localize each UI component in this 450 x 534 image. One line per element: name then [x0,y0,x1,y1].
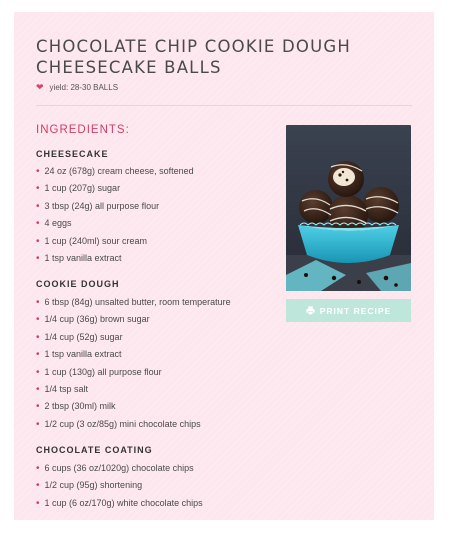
recipe-yield [36,82,118,93]
bullet-icon: • [36,418,40,430]
bullet-icon: • [36,297,40,308]
ingredient-item: • 3 tbsp (24g) all purpose flour [36,200,160,212]
ingredient-item: • 1/4 cup (36g) brown sugar [36,314,150,326]
section-heading-chocolate-coating: CHOCOLATE COATING [36,445,153,455]
recipe-card [14,12,434,520]
bullet-icon: • [36,401,40,413]
ingredient-item: • 1/4 tsp salt [36,383,89,395]
recipe-title [36,36,416,78]
ingredient-item: • 1/2 cup (95g) shortening [36,480,143,492]
ingredient-item: • 1 tsp vanilla extract [36,252,122,264]
ingredient-list-cookie-dough [36,294,231,433]
bullet-icon: • [36,183,40,195]
bullet-icon: • [36,349,40,361]
bullet-icon: • [36,200,40,212]
bullet-icon: • [36,218,40,230]
ingredient-item: • 1/2 cup (3 oz/85g) mini chocolate chips [36,418,201,430]
bullet-icon: • [36,252,40,264]
divider [36,105,412,106]
ingredient-item: • 4 eggs [36,218,72,230]
ingredient-item: • 6 tbsp (84g) unsalted butter, room temperature [36,297,231,308]
ingredient-item: • 2 tbsp (30ml) milk [36,401,116,413]
bullet-icon: • [36,463,40,474]
yield-text: yield: 28-30 BALLS [49,83,119,92]
bullet-icon: • [36,314,40,326]
ingredient-list-cheesecake [36,163,194,267]
recipe-title-line-2: CHEESECAKE BALLS [36,58,222,77]
bullet-icon: • [36,480,40,492]
ingredient-item: • 24 oz (678g) cream cheese, softened [36,166,194,177]
ingredient-item: • 1 tsp vanilla extract [36,349,122,361]
section-heading-cheesecake: CHEESECAKE [36,149,109,159]
bullet-icon: • [36,166,40,177]
print-recipe-button[interactable] [286,299,411,322]
ingredient-item: • 1 cup (130g) all purpose flour [36,366,162,378]
print-recipe-label: PRINT RECIPE [319,305,392,316]
bullet-icon: • [36,497,40,509]
bullet-icon: • [36,383,40,395]
printer-icon [306,306,315,315]
ingredient-item: • 1 cup (207g) sugar [36,183,121,195]
bullet-icon: • [36,366,40,378]
bullet-icon: • [36,331,40,343]
ingredient-item: • 1 cup (240ml) sour cream [36,235,148,247]
recipe-photo [286,125,411,291]
ingredient-item: • 1 cup (6 oz/170g) white chocolate chips [36,497,203,509]
heart-icon: ❤ [36,82,44,92]
recipe-title-line-1: CHOCOLATE CHIP COOKIE DOUGH [36,37,351,56]
section-heading-cookie-dough: COOKIE DOUGH [36,279,120,289]
ingredient-item: • 1/4 cup (52g) sugar [36,331,123,343]
ingredient-list-chocolate-coating [36,460,203,512]
ingredients-heading: INGREDIENTS: [36,124,130,136]
bullet-icon: • [36,235,40,247]
ingredient-item: • 6 cups (36 oz/1020g) chocolate chips [36,463,194,474]
